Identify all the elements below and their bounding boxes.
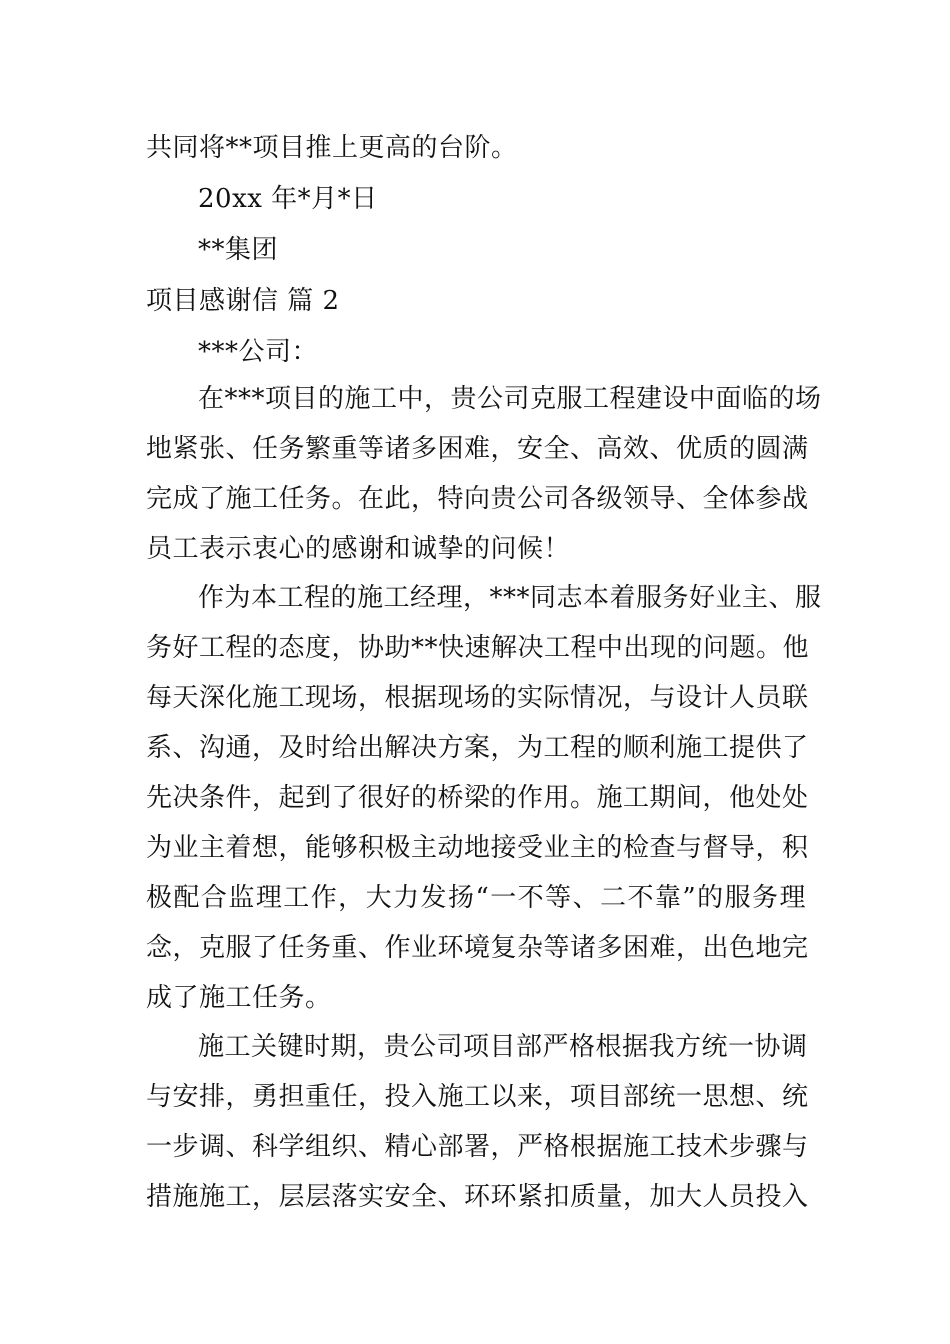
- paragraph-1-line-3: 完成了施工任务。在此，特向贵公司各级领导、全体参战: [146, 484, 809, 514]
- paragraph-2-line-9: 成了施工任务。: [146, 983, 332, 1013]
- paragraph-2-line-7: 极配合监理工作，大力发扬“一不等、二不靠”的服务理: [146, 883, 806, 913]
- paragraph-2-line-1: 作为本工程的施工经理，***同志本着服务好业主、服: [198, 583, 822, 613]
- letter-signature: **集团: [198, 235, 279, 265]
- paragraph-2-line-5: 先决条件，起到了很好的桥梁的作用。施工期间，他处处: [146, 783, 809, 813]
- paragraph-1-line-2: 地紧张、任务繁重等诸多困难，安全、高效、优质的圆满: [146, 434, 809, 464]
- closing-line: 共同将**项目推上更高的台阶。: [146, 133, 518, 163]
- paragraph-3-line-2: 与安排，勇担重任，投入施工以来，项目部统一思想、统: [146, 1082, 809, 1112]
- paragraph-3-line-1: 施工关键时期，贵公司项目部严格根据我方统一协调: [198, 1032, 808, 1062]
- paragraph-1-line-4: 员工表示衷心的感谢和诚挚的问候！: [146, 534, 571, 564]
- paragraph-2-line-8: 念，克服了任务重、作业环境复杂等诸多困难，出色地完: [146, 933, 809, 963]
- paragraph-3-line-3: 一步调、科学组织、精心部署，严格根据施工技术步骤与: [146, 1132, 809, 1162]
- paragraph-1-line-1: 在***项目的施工中，贵公司克服工程建设中面临的场: [198, 384, 822, 414]
- letter-date: 20xx 年*月*日: [198, 184, 378, 214]
- paragraph-2-line-2: 务好工程的态度，协助**快速解决工程中出现的问题。他: [146, 633, 810, 663]
- letter-salutation: ***公司：: [198, 337, 319, 367]
- paragraph-3-line-4: 措施施工，层层落实安全、环环紧扣质量，加大人员投入: [146, 1182, 809, 1212]
- paragraph-2-line-3: 每天深化施工现场，根据现场的实际情况，与设计人员联: [146, 683, 809, 713]
- paragraph-2-line-6: 为业主着想，能够积极主动地接受业主的检查与督导，积: [146, 833, 809, 863]
- section-heading: 项目感谢信 篇 2: [146, 286, 340, 316]
- paragraph-2-line-4: 系、沟通，及时给出解决方案，为工程的顺利施工提供了: [146, 733, 809, 763]
